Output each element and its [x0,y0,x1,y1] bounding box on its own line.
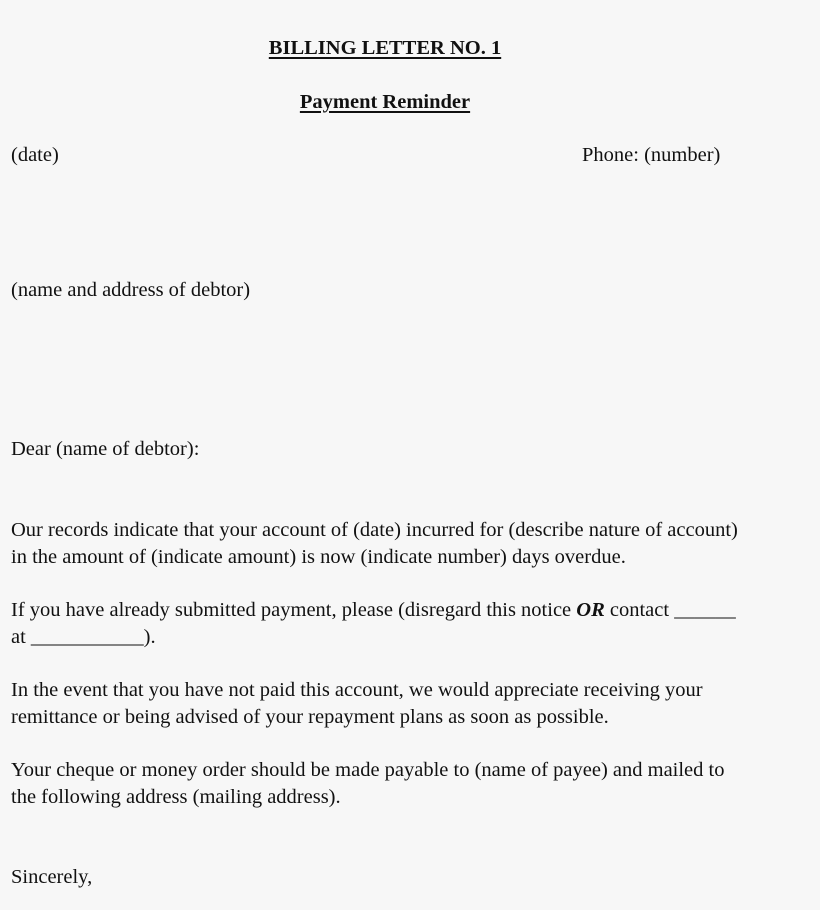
date-field: (date) [11,144,59,166]
paragraph-2-line-1 [11,597,736,624]
paragraph-2-text-after: contact ______ [604,599,736,621]
paragraph-4-line-1: Your cheque or money order should be made payable to (name of payee) and mailed to [11,759,725,781]
letter-title: BILLING LETTER NO. 1 [268,37,502,59]
paragraph-4-line-2: the following address (mailing address). [11,786,341,808]
phone-field: Phone: (number) [582,144,721,166]
paragraph-2-text-before: If you have already submitted payment, please (disregard this notice [11,599,577,621]
paragraph-2-emphasis: OR [576,599,605,621]
paragraph-2-line-2: at ___________). [11,626,156,648]
paragraph-3-line-2: remittance or being advised of your repayment plans as soon as possible. [11,706,609,728]
salutation: Dear (name of debtor): [11,438,200,460]
debtor-address: (name and address of debtor) [11,279,251,301]
letter-subtitle: Payment Reminder [299,91,471,113]
paragraph-1-line-2: in the amount of (indicate amount) is now (indicate number) days overdue. [11,546,626,568]
closing: Sincerely, [11,866,93,888]
paragraph-1-line-1: Our records indicate that your account of (date) incurred for (describe nature of account) [11,519,738,541]
paragraph-3-line-1: In the event that you have not paid this account, we would appreciate receiving your [11,679,703,701]
